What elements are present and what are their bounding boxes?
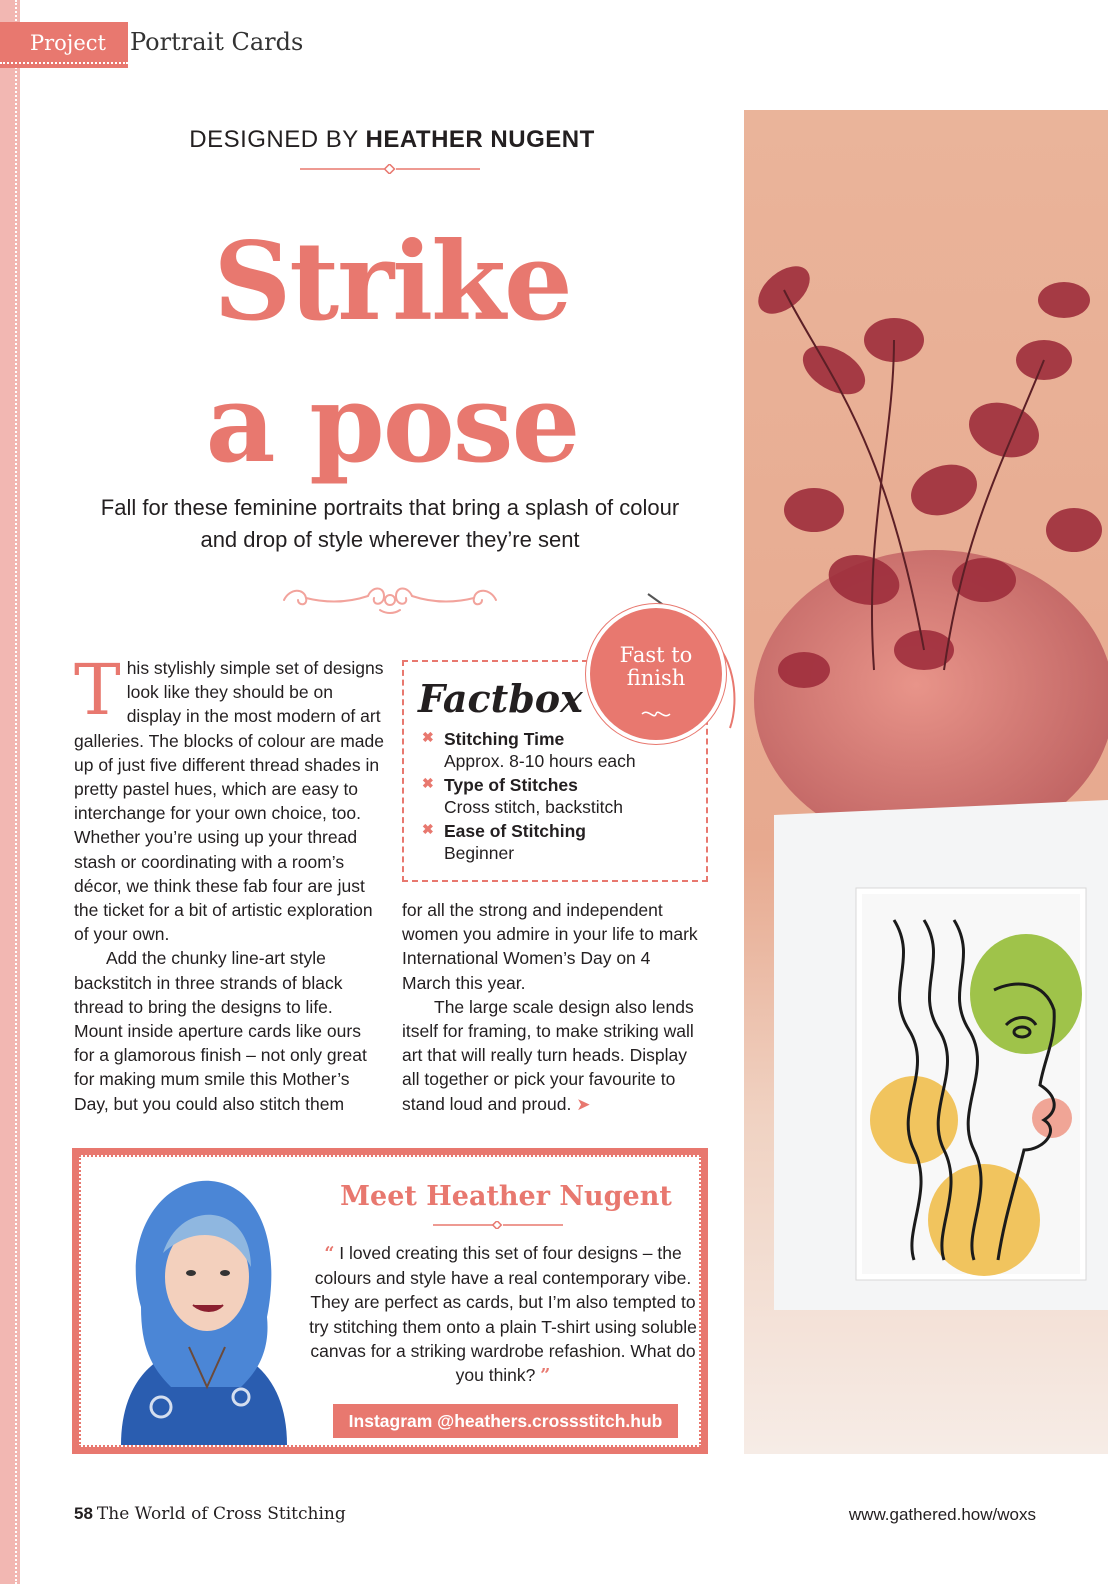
footer-url: www.gathered.how/woxs xyxy=(848,1505,1036,1524)
meet-title: Meet Heather Nugent xyxy=(340,1181,672,1212)
body-column-2 xyxy=(402,898,702,1117)
body-paragraph-2: Add the chunky line-art style backstitch in three strands of black thread to bring the designs to life. Mount inside aperture cards like ours for a glamorous finish – not only great for making mum smile this Mother’s Day, but you could also stitch them xyxy=(74,948,367,1114)
factbox-item-value: Beginner xyxy=(444,843,515,863)
cross-stitch-card-photo xyxy=(744,110,1108,1454)
body-paragraph-4 xyxy=(402,995,702,1117)
instagram-handle: Instagram @heathers.crossstitch.hub xyxy=(333,1404,678,1438)
close-quote-icon: ” xyxy=(540,1366,551,1387)
factbox-item-label: Type of Stitches xyxy=(444,775,578,795)
open-quote-icon: “ xyxy=(324,1244,335,1264)
drop-cap: T xyxy=(74,649,121,731)
designer-quote xyxy=(309,1241,697,1388)
designer-portrait xyxy=(81,1157,327,1445)
factbox-item-value: Approx. 8-10 hours each xyxy=(444,751,636,771)
designer-quote-text: I loved creating this set of four designs – the colours and style have a real contemporary vibe. They are perfect as cards, but I’m also tempted to try stitching them onto a plain T-shirt using soluble canvas for a striking wardrobe refashion. What do you think? xyxy=(309,1243,697,1386)
headline-line-1: Strike xyxy=(213,219,571,345)
headline-line-2: a pose xyxy=(205,361,579,487)
cross-bullet-icon: ✖ xyxy=(422,729,434,745)
badge-swirl-icon xyxy=(640,706,672,722)
meet-panel-inner xyxy=(79,1155,701,1447)
body-paragraph-4-text: The large scale design also lends itself for framing, to make striking wall art that will really turn heads. Display all together or pick your favourite to stand loud and proud. xyxy=(402,996,694,1114)
body-column-1 xyxy=(74,649,384,1116)
continue-arrow-icon: ➤ xyxy=(576,1094,591,1114)
section-title: Portrait Cards xyxy=(130,28,304,56)
factbox-item-label: Ease of Stitching xyxy=(444,821,586,841)
photo-illustration xyxy=(744,110,1108,1454)
badge-line-1: Fast to xyxy=(619,643,693,667)
factbox-title: Factbox xyxy=(418,676,583,721)
factbox-list xyxy=(422,728,702,866)
fast-to-finish-badge xyxy=(590,608,722,740)
ornamental-flourish-icon xyxy=(280,580,500,616)
byline-name: HEATHER NUGENT xyxy=(365,126,595,153)
meet-the-designer-panel xyxy=(72,1148,708,1454)
side-margin-strip xyxy=(0,0,20,1584)
badge-line-2: finish xyxy=(626,666,686,690)
byline-divider xyxy=(300,164,480,174)
body-paragraph-3: for all the strong and independent women you admire in your life to mark International Women’s Day on 4 March this year. xyxy=(402,900,698,993)
section-tab-label: Project xyxy=(30,31,106,55)
body-paragraph-1 xyxy=(74,649,384,946)
section-tab xyxy=(0,22,128,68)
factbox-item-label: Stitching Time xyxy=(444,729,565,749)
meet-divider xyxy=(433,1221,563,1229)
factbox-item xyxy=(422,820,702,864)
page-number: 58 xyxy=(74,1504,93,1523)
cross-bullet-icon: ✖ xyxy=(422,775,434,791)
badge-text xyxy=(590,644,722,690)
byline-prefix: DESIGNED BY xyxy=(189,126,359,153)
cross-bullet-icon: ✖ xyxy=(422,821,434,837)
factbox-item-value: Cross stitch, backstitch xyxy=(444,797,623,817)
byline xyxy=(72,126,712,154)
body-paragraph-1-text: his stylishly simple set of designs look like they should be on display in the most modern of art galleries. The blocks of colour are made up of just five different thread shades in pretty pastel hues, which are easy to interchange for your own choice, too. Whether you’re using up your thread stash or coordinating with a room’s décor, we think these fab four are just the ticket for a bit of artistic exploration of your own. xyxy=(74,658,384,945)
page-folio xyxy=(74,1504,346,1524)
magazine-title: The World of Cross Stitching xyxy=(96,1504,346,1524)
factbox-item xyxy=(422,774,702,818)
standfirst: Fall for these feminine portraits that bring a splash of colour and drop of style wherever they’re sent xyxy=(100,495,680,552)
